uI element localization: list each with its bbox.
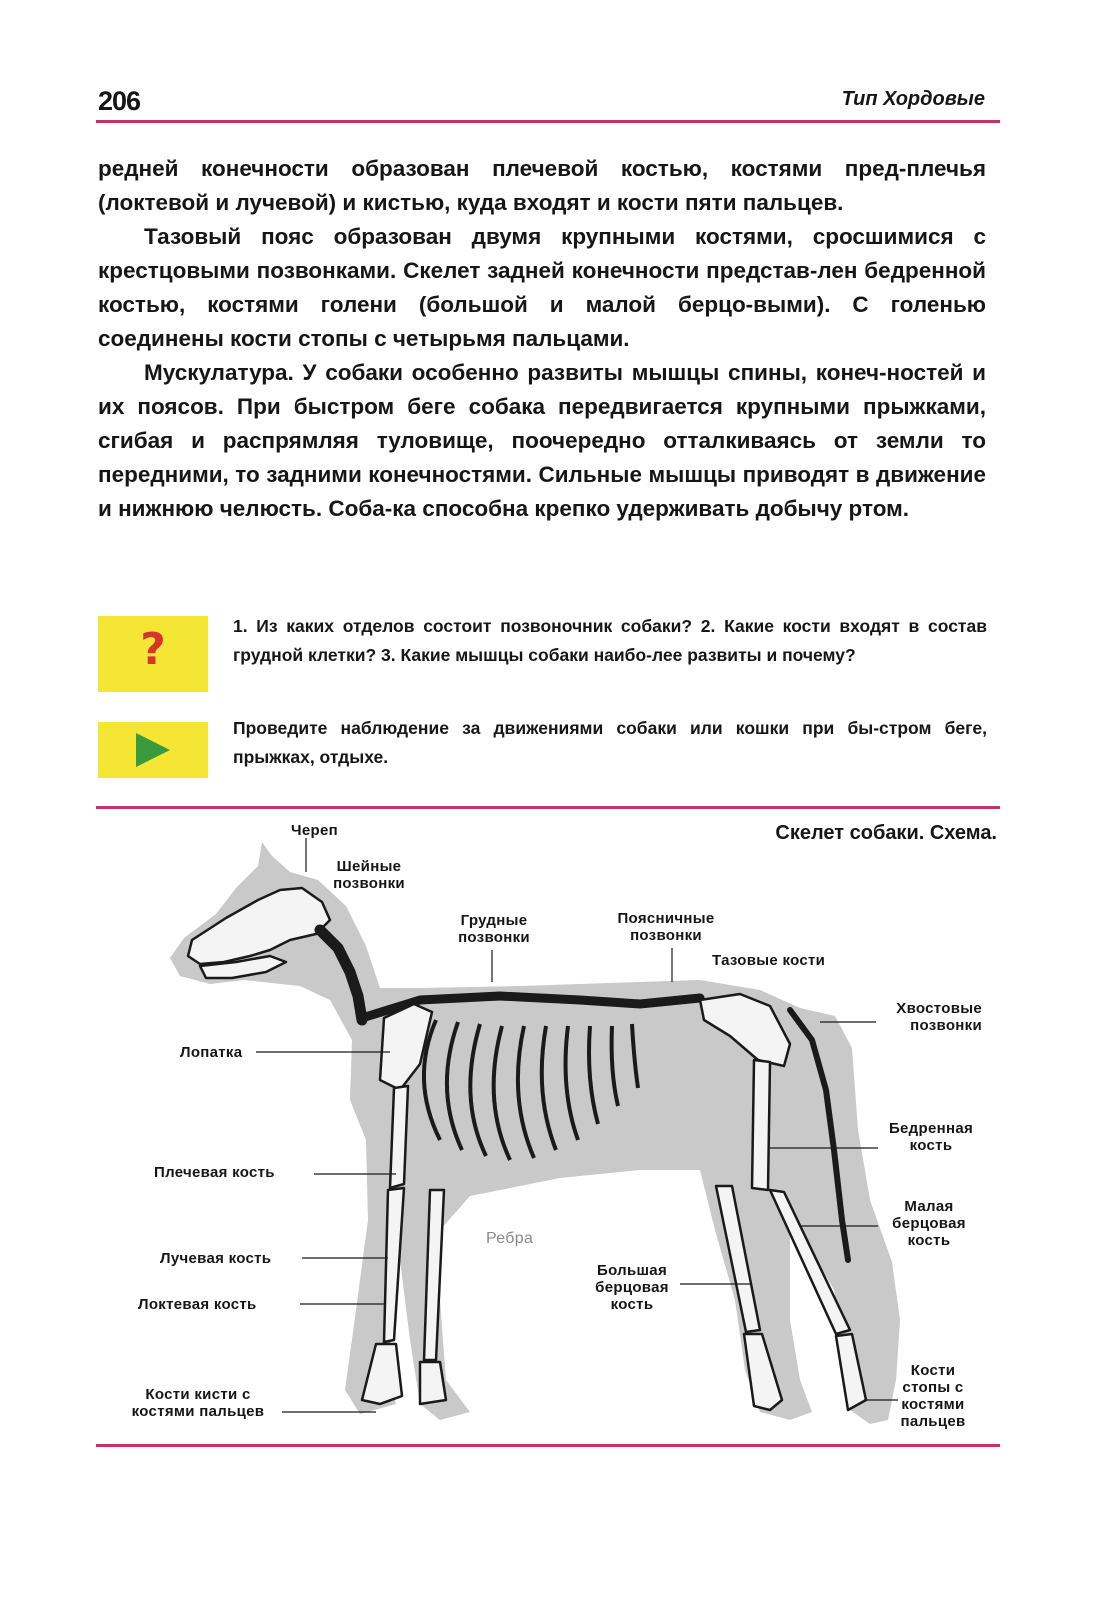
page-number: 206 [98, 86, 141, 116]
paragraph-1: редней конечности образован плечевой костью, костями пред-плечья (локтевой и лучевой) и кистью, куда входят и кости пяти пальцев. [98, 156, 986, 215]
label-radius: Лучевая кость [160, 1250, 272, 1267]
questions-text: 1. Из каких отделов состоит позвоночник собаки? 2. Какие кости входят в состав грудной клетки? 3. Какие мышцы собаки наибо-лее развиты и почему? [233, 616, 987, 665]
label-cervical: Шейные позвонки [333, 858, 405, 892]
label-thoracic: Грудные позвонки [458, 912, 530, 946]
femur-bone [752, 1060, 770, 1190]
label-humerus: Плечевая кость [154, 1164, 275, 1181]
running-title: Тип Хордовые [841, 88, 985, 110]
label-hand: Кости кисти с костями пальцев [131, 1386, 265, 1420]
paragraph-2: Тазовый пояс образован двумя крупными костями, сросшимися с крестцовыми позвонками. Скелет задней конечности представ-лен бедренной костью, костями голени (большой и малой берцо-выми). С голенью соединены кости стопы с четырьмя пальцами. [98, 224, 986, 351]
label-femur: Бедренная кость [888, 1120, 974, 1154]
label-ribs: Ребра [486, 1230, 534, 1247]
question-mark-icon: ? [98, 616, 208, 692]
figure-caption: Скелет собаки. Схема. [775, 822, 997, 844]
label-pelvic: Тазовые кости [712, 952, 826, 969]
label-scapula: Лопатка [180, 1044, 243, 1061]
humerus-bone [390, 1086, 408, 1188]
label-skull: Череп [291, 822, 338, 839]
label-caudal: Хвостовые позвонки [896, 1000, 982, 1034]
forepaw-2 [420, 1362, 446, 1404]
label-tibia: Большая берцовая кость [595, 1262, 669, 1313]
figure-bottom-rule [96, 1444, 1000, 1447]
label-fibula: Малая берцовая кость [892, 1198, 966, 1249]
paragraph-3-text: У собаки особенно развиты мышцы спины, конеч-ностей и их поясов. При быстром беге собака передвигается крупными прыжками, сгибая и распрямляя туловище, поочередно отталкиваясь от земли то передними, то задними конечностями. Сильные мышцы приводят в движение и нижнюю челюсть. Соба-ка способна крепко удерживать добычу ртом. [98, 360, 986, 521]
task-text: Проведите наблюдение за движениями собаки или кошки при бы-стром беге, прыжках, отдыхе. [233, 718, 987, 767]
paragraph-3-lead: Мускулатура. [144, 360, 294, 385]
label-ulna: Локтевая кость [138, 1296, 257, 1313]
label-foot: Кости стопы с костями пальцев [900, 1362, 966, 1430]
label-lumbar: Поясничные позвонки [617, 910, 715, 944]
